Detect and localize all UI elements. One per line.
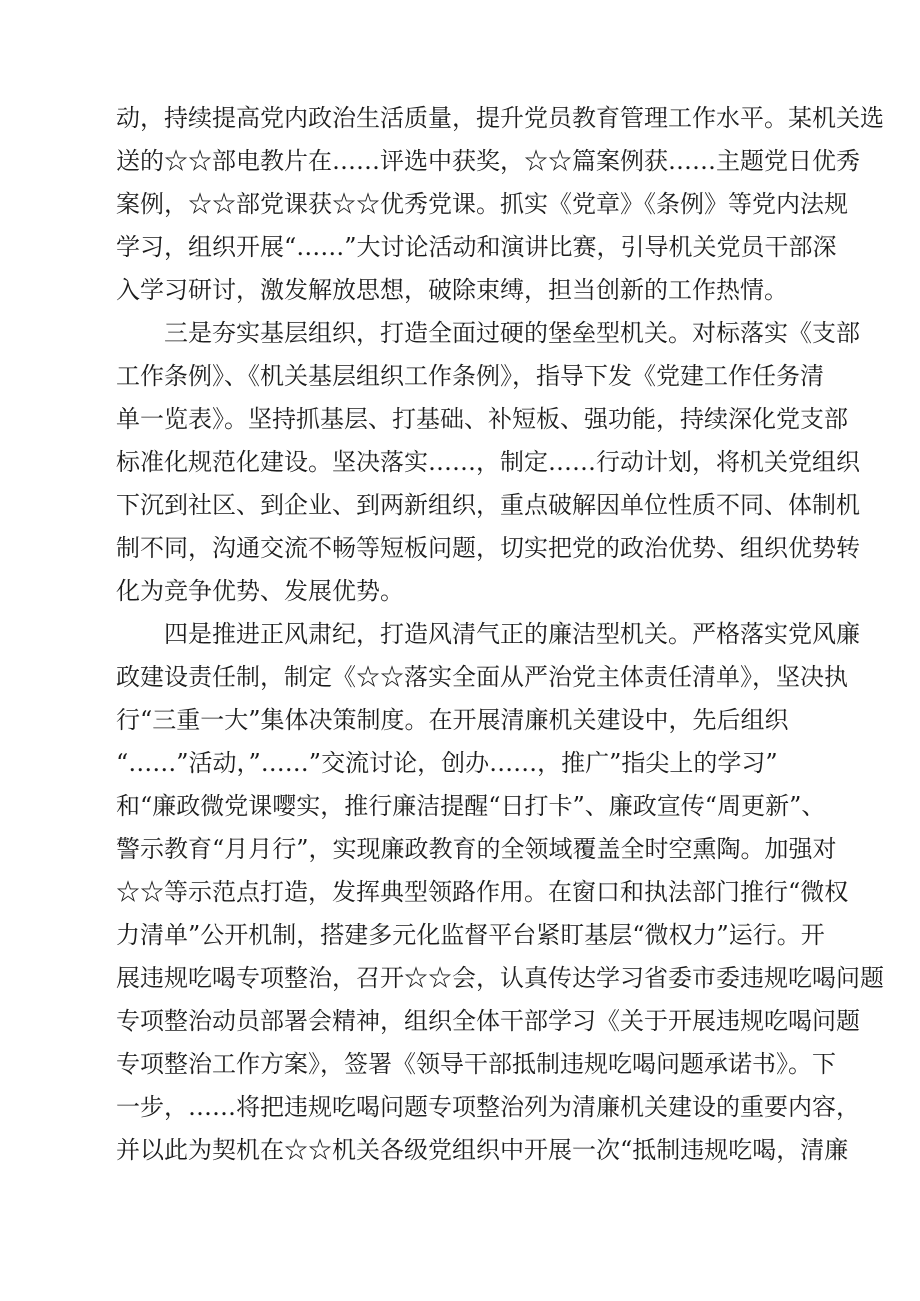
text-line: 化为竞争优势、发展优势。 (116, 577, 404, 605)
text-line: 学习，组织开展“……”大讨论活动和演讲比赛，引导机关党员干部深 (116, 233, 837, 261)
text-line: 标准化规范化建设。坚决落实……，制定……行动计划，将机关党组织 (116, 448, 860, 476)
text-line: 下沉到社区、到企业、到两新组织，重点破解因单位性质不同、体制机 (116, 491, 860, 519)
text-line: 政建设责任制，制定《☆☆落实全面从严治党主体责任清单》，坚决执 (116, 663, 848, 691)
text-line: 和“廉政微党课嘤实，推行廉洁提醒“日打卡”、廉政宣传“周更新”、 (116, 792, 826, 820)
text-line: 警示教育“月月行”，实现廉政教育的全领域覆盖全时空熏陶。加强对 (116, 835, 837, 863)
text-line: 单一览表》。坚持抓基层、打基础、补短板、强功能，持续深化党支部 (116, 405, 848, 433)
text-line: 力清单”公开机制，搭建多元化监督平台紧盯基层“微权力”运行。开 (116, 921, 825, 949)
text-line: 送的☆☆部电教片在……评选中获奖，☆☆篇案例获……主题党日优秀 (116, 147, 860, 175)
text-line: “……”活动，”……”交流讨论，创办……，推广”指尖上的学习” (116, 749, 778, 777)
text-line: 一步，……将把违规吃喝问题专项整治列为清廉机关建设的重要内容， (116, 1093, 860, 1121)
text-line: 工作条例》、《机关基层组织工作条例》，指导下发《党建工作任务清 (116, 362, 824, 390)
text-line: 三是夯实基层组织，打造全面过硬的堡垒型机关。对标落实《支部 (164, 319, 860, 347)
text-line: 制不同，沟通交流不畅等短板问题，切实把党的政治优势、组织优势转 (116, 534, 860, 562)
text-line: 展违规吃喝专项整治，召开☆☆会，认真传达学习省委市委违规吃喝问题 (116, 964, 884, 992)
text-line: 行“三重一大”集体决策制度。在开展清廉机关建设中，先后组织 (116, 706, 789, 734)
text-line: 案例，☆☆部党课获☆☆优秀党课。抓实《党章》《条例》等党内法规 (116, 190, 848, 218)
text-line: 动，持续提高党内政治生活质量，提升党员教育管理工作水平。某机关选 (116, 104, 884, 132)
text-line: 专项整治工作方案》，签署《领导干部抵制违规吃喝问题承诺书》。下 (116, 1050, 836, 1078)
text-line: 并以此为契机在☆☆机关各级党组织中开展一次“抵制违规吃喝，清廉 (116, 1136, 849, 1164)
text-line: ☆☆等示范点打造，发挥典型领路作用。在窗口和执法部门推行“微权 (116, 878, 849, 906)
text-line: 四是推进正风肃纪，打造风清气正的廉洁型机关。严格落实党风廉 (164, 620, 860, 648)
text-line: 专项整治动员部署会精神，组织全体干部学习《关于开展违规吃喝问题 (116, 1007, 860, 1035)
text-line: 入学习研讨，激发解放思想，破除束缚，担当创新的工作热情。 (116, 276, 788, 304)
